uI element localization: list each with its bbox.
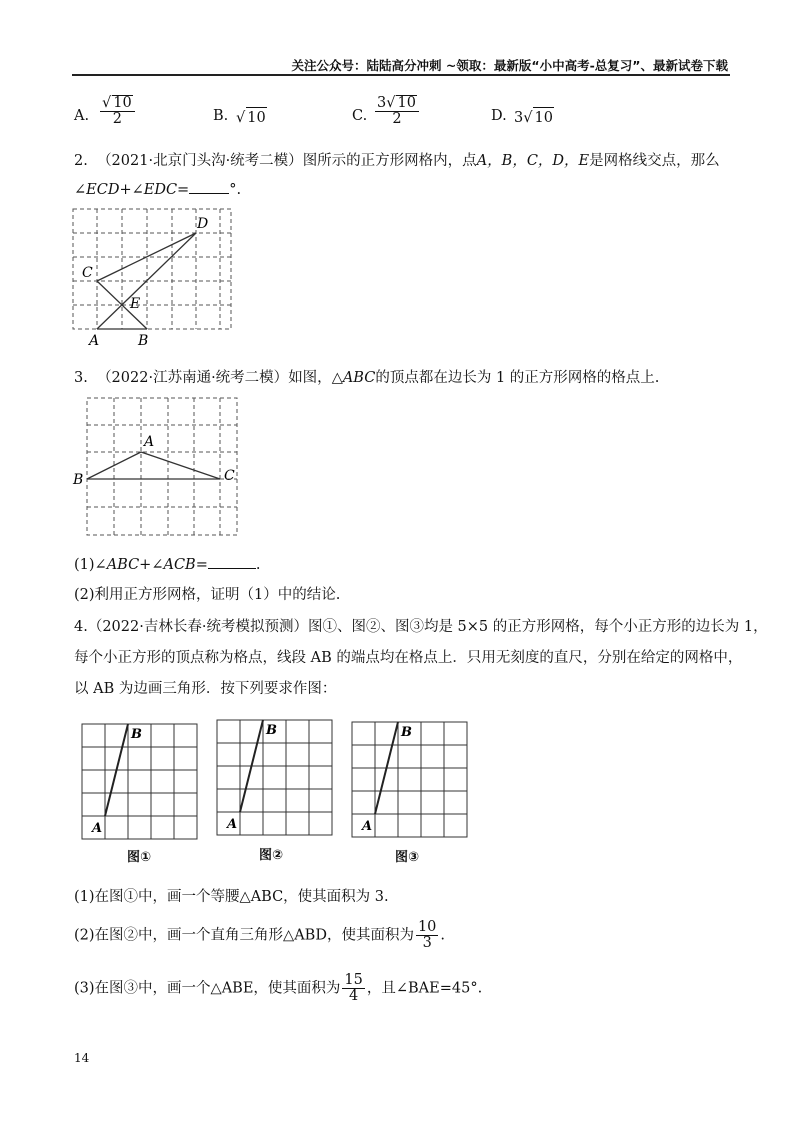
q3-number: 3. <box>74 370 88 386</box>
option-a-radicand: 10 <box>113 95 132 111</box>
q2-line2 <box>74 180 241 200</box>
q4-fig2-label-b: B <box>266 723 277 738</box>
option-a-den: 2 <box>112 111 122 128</box>
q4-sub3-pre: (3)在图③中，画一个△ABE，使其面积为 <box>74 980 341 997</box>
q2-line1 <box>74 151 720 171</box>
q4-line3: 以 AB 为边画三角形．按下列要求作图： <box>74 681 337 697</box>
q2-label-b: B <box>138 333 149 349</box>
q3-source: （2022·江苏南通·统考二模） <box>97 370 289 386</box>
q4-caption-1: 图① <box>127 850 152 865</box>
q3-text: 的顶点都在边长为 1 的正方形网格的格点上. <box>375 370 660 386</box>
q3-sub2: (2)利用正方形网格，证明（1）中的结论. <box>74 587 341 603</box>
q2-suffix: °. <box>229 182 242 198</box>
q2-source: （2021·北京门头沟·统考二模） <box>97 153 303 169</box>
q4-sub2 <box>74 920 445 951</box>
q4-sub3 <box>74 973 482 1004</box>
option-c-label: C. <box>352 108 368 124</box>
q4-sub2-den: 3 <box>422 935 432 952</box>
q3-grid-figure <box>70 392 250 542</box>
q4-sub2-end: . <box>440 927 446 944</box>
q4-figure-1 <box>82 724 197 839</box>
option-c-coef: 3 <box>377 95 387 111</box>
option-b-radicand: 10 <box>246 107 266 128</box>
q3-sub1-end: . <box>255 557 261 573</box>
q2-number: 2. <box>74 153 88 169</box>
q4-sub2-pre: (2)在图②中，画一个直角三角形△ABD，使其面积为 <box>74 927 414 944</box>
q2-answer-blank[interactable] <box>189 193 229 194</box>
q4-caption-3: 图③ <box>395 850 420 865</box>
page-number: 14 <box>74 1051 90 1065</box>
option-d-coef: 3 <box>514 110 524 126</box>
q2-text-after: 是网格线交点，那么 <box>589 153 720 169</box>
q2-expr: ∠ECD+∠EDC= <box>74 182 190 198</box>
q3-answer-blank[interactable] <box>208 568 256 569</box>
q4-figure-3 <box>352 722 467 837</box>
option-d-radicand: 10 <box>533 107 553 128</box>
q4-line1: 4.（2022·吉林长春·统考模拟预测）图①、图②、图③均是 5×5 的正方形网格，每个小正方形的边长为 1， <box>74 619 768 635</box>
q3-label-b: B <box>73 472 84 488</box>
option-d-value: 3√ 10 <box>514 107 554 128</box>
q3-pre: 如图， <box>288 370 332 386</box>
q3-sub1-pre: (1) <box>74 557 95 573</box>
q2-label-d: D <box>197 216 209 232</box>
q3-sub1 <box>74 555 260 575</box>
header-rule <box>72 74 730 76</box>
option-a-label: A. <box>74 108 90 124</box>
q4-figure-2 <box>217 720 332 835</box>
option-c-radicand: 10 <box>397 95 416 111</box>
option-b-label: B. <box>213 108 229 124</box>
option-c-den: 2 <box>392 111 402 128</box>
q3-line1 <box>74 368 659 388</box>
q4-caption-2: 图② <box>259 848 284 863</box>
q2-points: A，B，C，D，E <box>476 153 590 169</box>
q4-fig3-label-a: A <box>362 819 373 834</box>
segment-ac <box>141 452 220 479</box>
option-b-value: √ 10 <box>236 107 267 128</box>
q4-sub3-den: 4 <box>349 988 359 1005</box>
q4-fig3-label-b: B <box>401 725 412 740</box>
q2-label-a: A <box>89 333 100 349</box>
q3-triangle: △ABC <box>331 370 376 386</box>
q4-fig1-label-a: A <box>92 821 103 836</box>
q3-label-a: A <box>144 434 155 450</box>
option-c-value: 3√ 10 2 <box>373 95 421 127</box>
q2-label-c: C <box>82 265 93 281</box>
q4-fig1-label-b: B <box>131 727 142 742</box>
q2-grid-figure <box>60 200 240 350</box>
option-a-value: √ 10 2 <box>98 95 137 127</box>
q4-fig2-label-a: A <box>227 817 238 832</box>
q4-sub1: (1)在图①中，画一个等腰△ABC，使其面积为 3. <box>74 889 389 905</box>
q4-sub3-num: 15 <box>344 972 363 988</box>
q4-sub3-end: ，且∠BAE=45°. <box>366 980 483 997</box>
option-d-label: D. <box>491 108 507 124</box>
q3-sub1-expr: ∠ABC+∠ACB= <box>94 557 208 573</box>
q2-text: 图所示的正方形网格内，点 <box>302 153 477 169</box>
q4-line2: 每个小正方形的顶点称为格点，线段 AB 的端点均在格点上．只用无刻度的直尺，分别在给定的网格中， <box>74 650 743 666</box>
q4-sub2-num: 10 <box>417 919 437 935</box>
header-text: 关注公众号：陆陆高分冲刺 ~领取：最新版“小中高考-总复习”、最新试卷下载 <box>291 58 728 73</box>
q2-label-e: E <box>130 296 141 312</box>
q3-label-c: C <box>224 468 235 484</box>
